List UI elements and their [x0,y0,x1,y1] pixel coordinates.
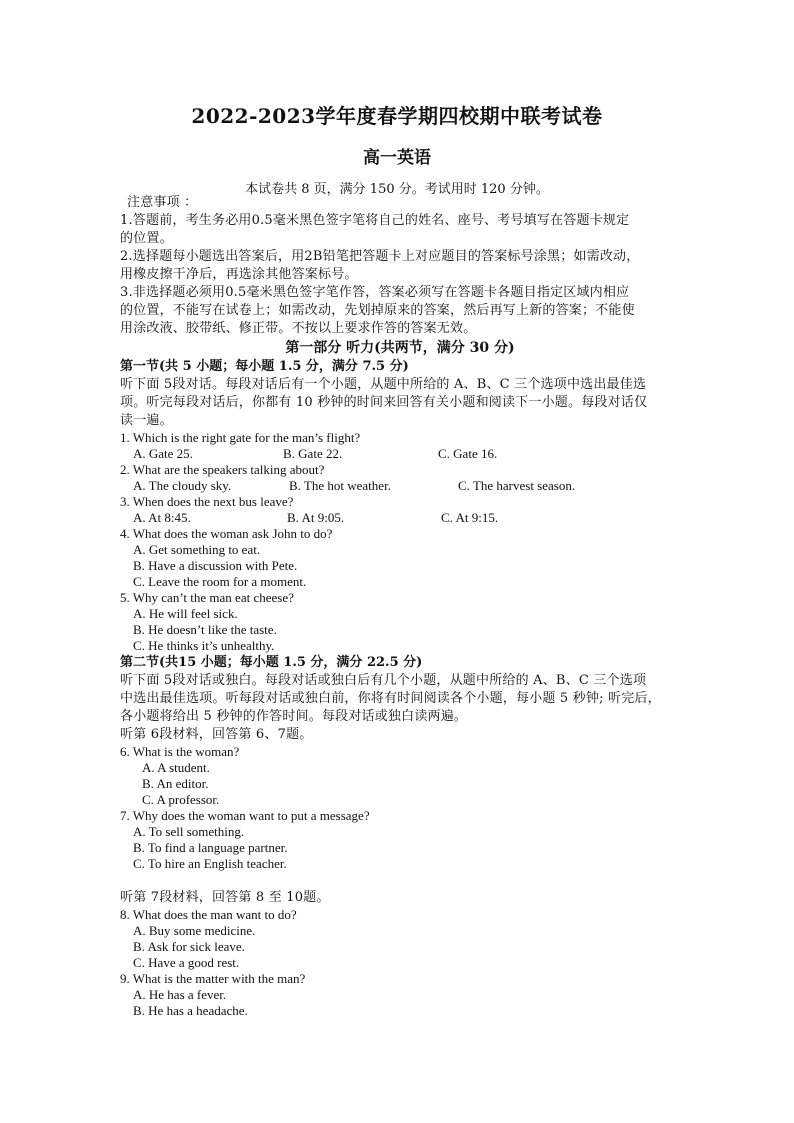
instruction-line: 听下面 5段对话或独白。每段对话或独白后有几个小题，从题中所给的 A、B、C 三个选项 [120,673,647,688]
option-a: A. The cloudy sky. [133,478,232,493]
note-line: 1.答题前，考生务必用0.5毫米黑色签字笔将自己的姓名、座号、考号填写在答题卡规定 [120,213,630,228]
option-c: C. To hire an English teacher. [133,856,287,871]
note-line: 的位置。 [120,231,173,246]
option-a: A. To sell something. [133,824,245,839]
option-b: B. Have a discussion with Pete. [133,558,298,573]
exam-body [120,194,680,1019]
question-stem: 2. What are the speakers talking about? [120,462,325,477]
note-line: 用涂改液、胶带纸、修正带。不按以上要求作答的答案无效。 [120,321,477,336]
option-a: A. He will feel sick. [133,606,238,621]
question-stem: 4. What does the woman ask John to do? [120,526,333,541]
instruction-line: 各小题将给出 5 秒钟的作答时间。每段对话或独白读两遍。 [120,709,468,724]
option-a: A. At 8:45. [133,510,191,525]
option-row [120,478,680,494]
option-b: B. The hot weather. [289,478,391,493]
option-a: A. Gate 25. [133,446,193,461]
option-a: A. A student. [142,760,210,775]
instruction-line: 读一遍。 [120,413,173,428]
option-b: B. To find a language partner. [133,840,288,855]
section-heading: 第一节(共 5 小题；每小题 1.5 分，满分 7.5 分) [120,359,409,374]
instruction-line: 项。听完每段对话后，你都有 10 秒钟的时间来回答有关小题和阅读下一小题。每段对话仅 [120,395,648,410]
exam-info: 本试卷共 8 页，满分 150 分。考试用时 120 分钟。 [245,182,549,197]
question-stem: 6. What is the woman? [120,744,240,759]
option-b: B. He has a headache. [133,1003,248,1018]
option-b: B. An editor. [142,776,209,791]
option-a: A. Get something to eat. [133,542,261,557]
question-stem: 3. When does the next bus leave? [120,494,294,509]
note-line: 的位置，不能写在试卷上；如需改动，先划掉原来的答案，然后再写上新的答案；不能使 [120,303,635,318]
exam-title: 2022-2023学年度春学期四校期中联考试卷 [191,104,603,128]
question-stem: 1. Which is the right gate for the man’s flight? [120,430,361,445]
subject-title: 高一英语 [363,148,431,168]
question-stem: 8. What does the man want to do? [120,907,297,922]
note-line: 用橡皮擦干净后，再选涂其他答案标号。 [120,267,358,282]
option-c: C. Leave the room for a moment. [133,574,307,589]
part-heading: 第一部分 听力(共两节，满分 30 分) [285,340,515,356]
option-b: B. Gate 22. [283,446,343,461]
notes-label: 注意事项 ： [127,195,198,210]
material-label: 听第 7段材料，回答第 8 至 10题。 [120,890,330,905]
section-heading: 第二节(共15 小题；每小题 1.5 分，满分 22.5 分) [120,655,423,670]
option-a: A. Buy some medicine. [133,923,256,938]
instruction-line: 中选出最佳选项。听每段对话或独白前，你将有时间阅读各个小题，每小题 5 秒钟; 听完后， [120,691,661,706]
option-b: B. He doesn’t like the taste. [133,622,277,637]
material-label: 听第 6段材料，回答第 6、7题。 [120,727,313,742]
question-stem: 5. Why can’t the man eat cheese? [120,590,294,605]
option-a: A. He has a fever. [133,987,227,1002]
instruction-line: 听下面 5段对话。每段对话后有一个小题，从题中所给的 A、B、C 三个选项中选出最佳选 [120,377,647,392]
question-stem: 9. What is the matter with the man? [120,971,306,986]
option-c: C. Gate 16. [438,446,498,461]
question-stem: 7. Why does the woman want to put a message? [120,808,370,823]
note-line: 2.选择题每小题选出答案后，用2B铅笔把答题卡上对应题目的答案标号涂黑；如需改动， [120,249,640,264]
option-c: C. Have a good rest. [133,955,240,970]
option-b: B. Ask for sick leave. [133,939,245,954]
option-b: B. At 9:05. [287,510,345,525]
note-line: 3.非选择题必须用0.5毫米黑色签字笔作答，答案必须写在答题卡各题目指定区域内相应 [120,285,630,300]
option-c: C. At 9:15. [441,510,499,525]
option-row [120,510,680,526]
option-c: C. A professor. [142,792,220,807]
option-c: C. He thinks it’s unhealthy. [133,638,275,653]
spacer [120,872,680,889]
option-row [120,446,680,462]
option-c: C. The harvest season. [458,478,576,493]
